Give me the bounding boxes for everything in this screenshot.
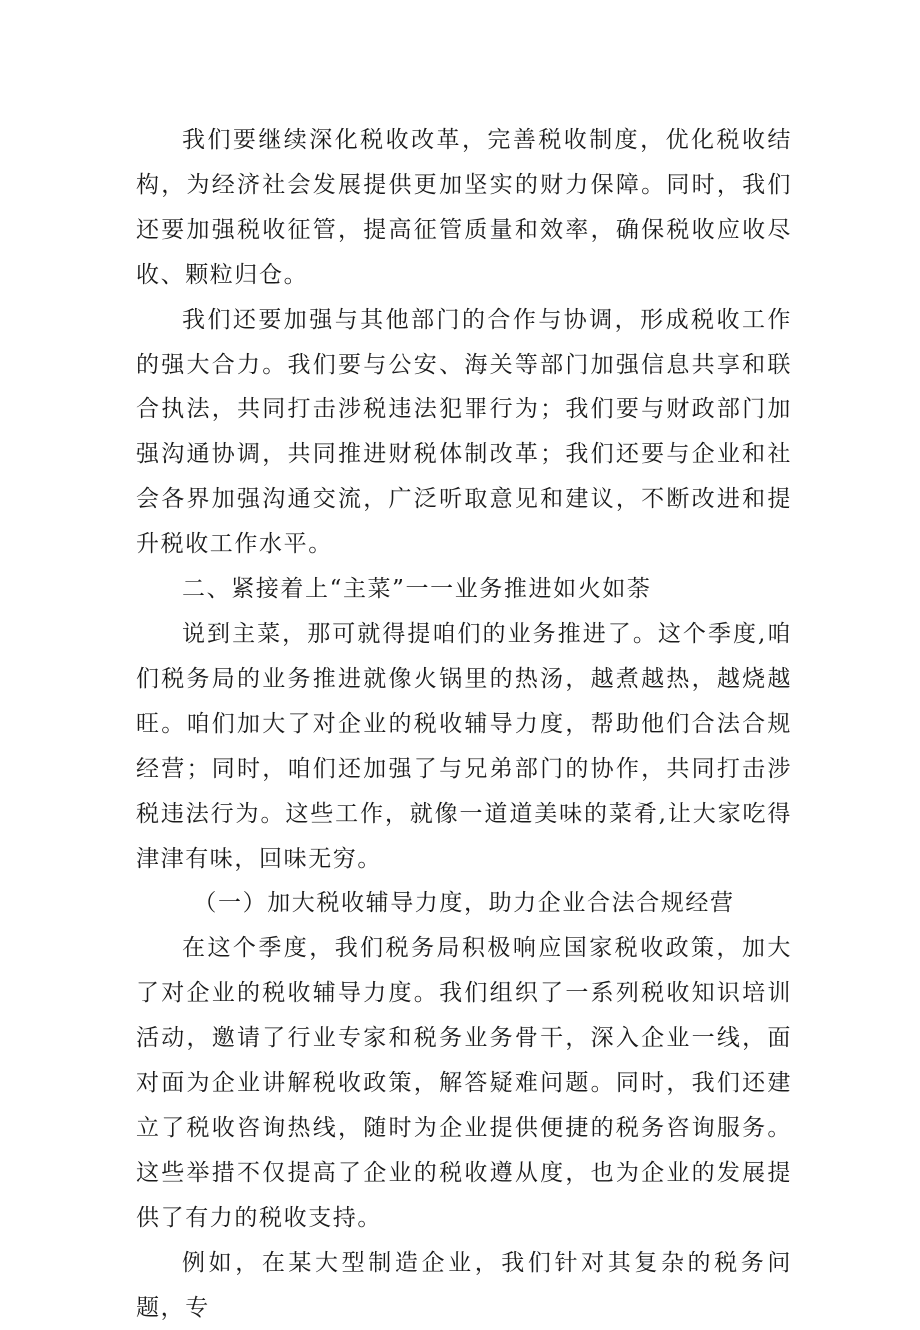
body-paragraph: 我们还要加强与其他部门的合作与协调，形成税收工作的强大合力。我们要与公安、海关等部门加强信息共享和联合执法，共同打击涉税违法犯罪行为；我们要与财政部门加强沟通协调，共同推进财税体制改革；我们还要与企业和社会各界加强沟通交流，广泛听取意见和建议，不断改进和提升税收工作水平。 bbox=[136, 306, 792, 558]
body-paragraph: 我们要继续深化税收改革，完善税收制度，优化税收结构，为经济社会发展提供更加坚实的财力保障。同时，我们还要加强税收征管，提高征管质量和效率，确保税收应收尽收、颗粒归仓。 bbox=[136, 127, 792, 288]
document-body bbox=[136, 118, 792, 1330]
section-heading: 二、紧接着上“主菜”一一业务推进如火如荼 bbox=[182, 576, 652, 603]
body-paragraph: 说到主菜，那可就得提咱们的业务推进了。这个季度,咱们税务局的业务推进就像火锅里的热汤，越煮越热，越烧越旺。咱们加大了对企业的税收辅导力度，帮助他们合法合规经营；同时，咱们还加强了与兄弟部门的协作，共同打击涉税违法行为。这些工作，就像一道道美味的菜肴,让大家吃得津津有味，回味无穷。 bbox=[136, 620, 792, 872]
body-paragraph: 在这个季度，我们税务局积极响应国家税收政策，加大了对企业的税收辅导力度。我们组织了一系列税收知识培训活动，邀请了行业专家和税务业务骨干，深入企业一线，面对面为企业讲解税收政策，解答疑难问题。同时，我们还建立了税收咨询热线，随时为企业提供便捷的税务咨询服务。这些举措不仅提高了企业的税收遵从度，也为企业的发展提供了有力的税收支持。 bbox=[136, 935, 792, 1231]
subsection-heading: （一）加大税收辅导力度，助力企业合法合规经营 bbox=[193, 890, 735, 917]
body-paragraph: 例如，在某大型制造企业，我们针对其复杂的税务问题，专 bbox=[136, 1249, 792, 1321]
